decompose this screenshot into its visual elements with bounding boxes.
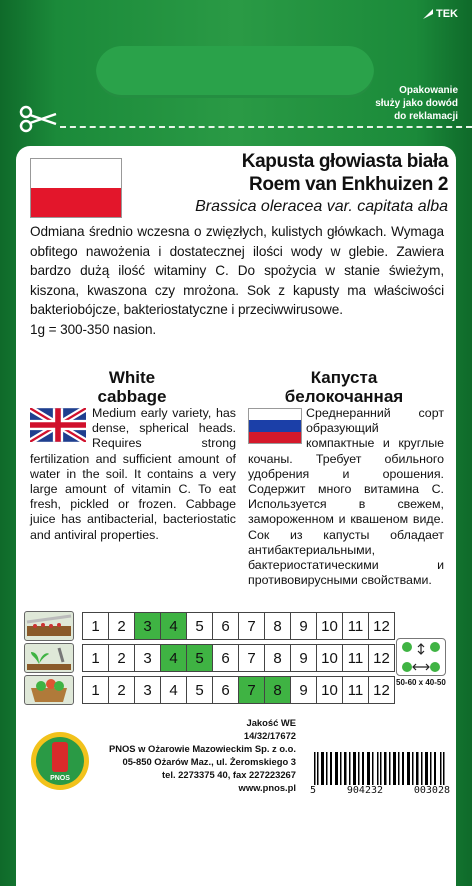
hang-tab xyxy=(96,46,374,98)
info-card xyxy=(16,146,456,886)
month-cell: 8 xyxy=(265,613,291,639)
company-website[interactable]: www.pnos.pl xyxy=(238,782,296,793)
month-cell: 6 xyxy=(213,677,239,703)
month-cell: 2 xyxy=(109,613,135,639)
month-cell-active: 8 xyxy=(265,677,291,703)
month-cell: 11 xyxy=(343,613,369,639)
month-cell: 6 xyxy=(213,645,239,671)
month-cell: 8 xyxy=(265,645,291,671)
month-cell: 3 xyxy=(135,645,161,671)
month-cell-active: 4 xyxy=(161,613,187,639)
plant-spacing-icon xyxy=(396,638,446,676)
english-description: Medium early variety, has dense, spherical heads. Requires strong fertilization and sufficient amount of water in the soil. It contains a very large amount of vitamin C. To eat fresh, pickled or frozen. Cabbage juice has antibacterial, bacteriostatic and antiviral properties. xyxy=(30,406,236,542)
month-cell: 11 xyxy=(343,677,369,703)
month-cell-active: 7 xyxy=(239,677,265,703)
month-cell: 3 xyxy=(135,677,161,703)
month-cell: 10 xyxy=(317,645,343,671)
month-cell: 5 xyxy=(187,613,213,639)
tek-leaf-icon xyxy=(422,8,434,20)
scissors-icon xyxy=(18,104,58,134)
month-cell: 12 xyxy=(373,649,390,667)
month-cell: 9 xyxy=(291,645,317,671)
english-heading: White cabbage xyxy=(97,368,167,406)
month-cells xyxy=(82,612,395,640)
seedbed-sowing-icon xyxy=(24,611,74,641)
month-cell-active: 3 xyxy=(135,613,161,639)
harvest-icon xyxy=(24,675,74,705)
calendar-row-harvest xyxy=(24,674,404,706)
product-title xyxy=(126,150,448,217)
cut-line xyxy=(60,126,472,128)
poland-flag xyxy=(30,158,122,218)
svg-text:PNOS: PNOS xyxy=(50,775,70,782)
transplanting-icon xyxy=(24,643,74,673)
sowing-calendar xyxy=(24,610,404,706)
month-cells xyxy=(82,676,395,704)
barcode xyxy=(310,752,450,804)
month-cell: 2 xyxy=(109,645,135,671)
packaging-note: Opakowanie służy jako dowód do reklamacji xyxy=(375,85,458,122)
month-cell: 7 xyxy=(239,613,265,639)
month-cell: 6 xyxy=(213,613,239,639)
month-cell: 9 xyxy=(291,677,317,703)
pnos-logo xyxy=(30,730,90,792)
russian-description: Среднеранний сорт образующий компактные и круглые кочаны. Требует обильного удобрения и орошения. Содержит много витамина С. Используется в свежем, замороженном и квашеном виде. Сок из капусты обладает антибактериальными, бактериостатическими и противовирусными свойствами. xyxy=(248,406,444,588)
month-cell: 9 xyxy=(291,613,317,639)
month-cell-active: 5 xyxy=(187,645,213,671)
plant-spacing: 50-60 x 40-50 xyxy=(396,638,448,687)
latin-name: Brassica oleracea var. capitata alba xyxy=(195,198,448,215)
company-info: Jakość WE 14/32/17672 PNOS w Ożarowie Mazowieckim Sp. z o.o. 05-850 Ożarów Maz., ul. Żeromskiego 3 tel. 2273375 40, fax 227223267 www.pnos.pl xyxy=(102,716,296,794)
seed-count: 1g = 300-350 nasion. xyxy=(30,321,157,337)
product-name-line2: Roem van Enkhuizen 2 xyxy=(249,174,448,195)
month-cell: 5 xyxy=(187,677,213,703)
month-cell: 4 xyxy=(161,677,187,703)
calendar-row-sowing xyxy=(24,610,404,642)
month-cell: 10 xyxy=(317,613,343,639)
month-cell: 1 xyxy=(83,613,109,639)
month-cell-active: 4 xyxy=(161,645,187,671)
russian-heading: Капуста белокочанная xyxy=(284,368,404,406)
month-cell: 11 xyxy=(343,645,369,671)
month-cell: 1 xyxy=(83,645,109,671)
month-cell: 10 xyxy=(317,677,343,703)
month-cell: 12 xyxy=(373,617,390,635)
month-cell: 1 xyxy=(83,677,109,703)
description-pl: Odmiana średnio wczesna o zwięzłych, kulistych główkach. Wymaga obfitego nawożenia i dostatecznej ilości wody w glebie. Zawiera bardzo dużą ilość witaminy C. Do spożycia w stanie świeżym, kiszona, kwaszona czy mrożona. Sok z kapusty ma właściwości bakteriobójcze, bakteriostatyczne i przeciwwirusowe. 1g = 300-350 nasion. xyxy=(30,222,444,340)
month-cell: 7 xyxy=(239,645,265,671)
calendar-row-transplanting xyxy=(24,642,404,674)
month-cell: 2 xyxy=(109,677,135,703)
tek-logo: TEK xyxy=(422,8,458,20)
month-cells xyxy=(82,644,395,672)
barcode-digits: 5 904232 003028 xyxy=(310,785,450,796)
product-name-line1: Kapusta głowiasta biała xyxy=(241,151,448,172)
month-cell: 12 xyxy=(373,681,390,699)
